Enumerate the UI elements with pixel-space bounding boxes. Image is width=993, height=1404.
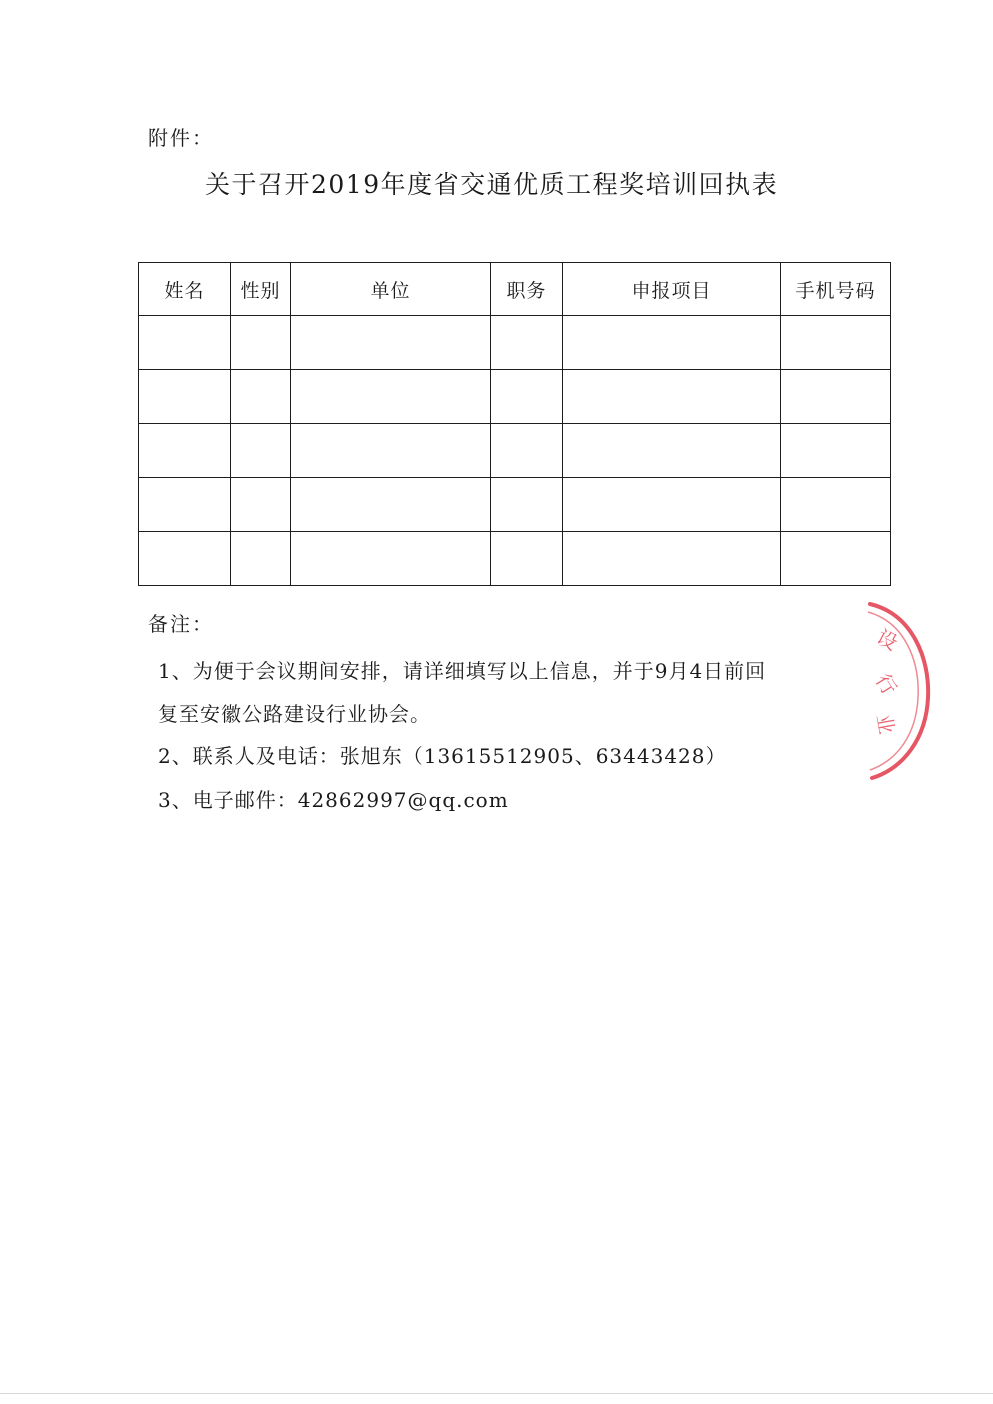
- table-cell[interactable]: [563, 424, 781, 478]
- table-cell[interactable]: [139, 370, 231, 424]
- header-gender: 性别: [231, 263, 291, 316]
- note-item-3: 3、电子邮件：42862997@qq.com: [158, 788, 509, 812]
- table-cell[interactable]: [491, 370, 563, 424]
- table-cell[interactable]: [139, 424, 231, 478]
- header-phone: 手机号码: [781, 263, 891, 316]
- table-cell[interactable]: [563, 370, 781, 424]
- table-cell[interactable]: [231, 478, 291, 532]
- header-project: 申报项目: [563, 263, 781, 316]
- note-item-1-line-1: 1、为便于会议期间安排，请详细填写以上信息，并于9月4日前回: [158, 659, 767, 683]
- table-cell[interactable]: [781, 316, 891, 370]
- table-cell[interactable]: [781, 424, 891, 478]
- table-cell[interactable]: [231, 532, 291, 586]
- table-cell[interactable]: [291, 532, 491, 586]
- attachment-label: 附件：: [148, 126, 214, 150]
- receipt-table: [138, 262, 891, 586]
- table-cell[interactable]: [781, 478, 891, 532]
- table-cell[interactable]: [491, 424, 563, 478]
- header-organization: 单位: [291, 263, 491, 316]
- notes-label: 备注：: [148, 612, 214, 636]
- table-row: [139, 424, 891, 478]
- table-row: [139, 370, 891, 424]
- header-name: 姓名: [139, 263, 231, 316]
- header-position: 职务: [491, 263, 563, 316]
- table-row: [139, 532, 891, 586]
- table-cell[interactable]: [491, 316, 563, 370]
- document-title: 关于召开2019年度省交通优质工程奖培训回执表: [205, 170, 779, 199]
- table-row: [139, 478, 891, 532]
- table-cell[interactable]: [291, 478, 491, 532]
- table-cell[interactable]: [563, 532, 781, 586]
- official-seal-icon: [842, 598, 932, 782]
- table-cell[interactable]: [491, 532, 563, 586]
- table-cell[interactable]: [139, 478, 231, 532]
- table-cell[interactable]: [139, 316, 231, 370]
- note-item-1-line-2: 复至安徽公路建设行业协会。: [158, 702, 431, 726]
- table-cell[interactable]: [563, 316, 781, 370]
- page-bottom-edge: [0, 1393, 993, 1394]
- table-cell[interactable]: [139, 532, 231, 586]
- table-cell[interactable]: [563, 478, 781, 532]
- svg-text:业: 业: [871, 712, 899, 737]
- table-cell[interactable]: [781, 370, 891, 424]
- table-cell[interactable]: [291, 424, 491, 478]
- note-item-2: 2、联系人及电话：张旭东（13615512905、63443428）: [158, 744, 727, 768]
- table-cell[interactable]: [291, 370, 491, 424]
- table-cell[interactable]: [491, 478, 563, 532]
- table-header-row: [139, 263, 891, 316]
- table-cell[interactable]: [781, 532, 891, 586]
- table-cell[interactable]: [231, 316, 291, 370]
- svg-text:行: 行: [870, 669, 902, 700]
- table-cell[interactable]: [291, 316, 491, 370]
- table-cell[interactable]: [231, 370, 291, 424]
- table-cell[interactable]: [231, 424, 291, 478]
- table-row: [139, 316, 891, 370]
- svg-text:设: 设: [872, 624, 902, 656]
